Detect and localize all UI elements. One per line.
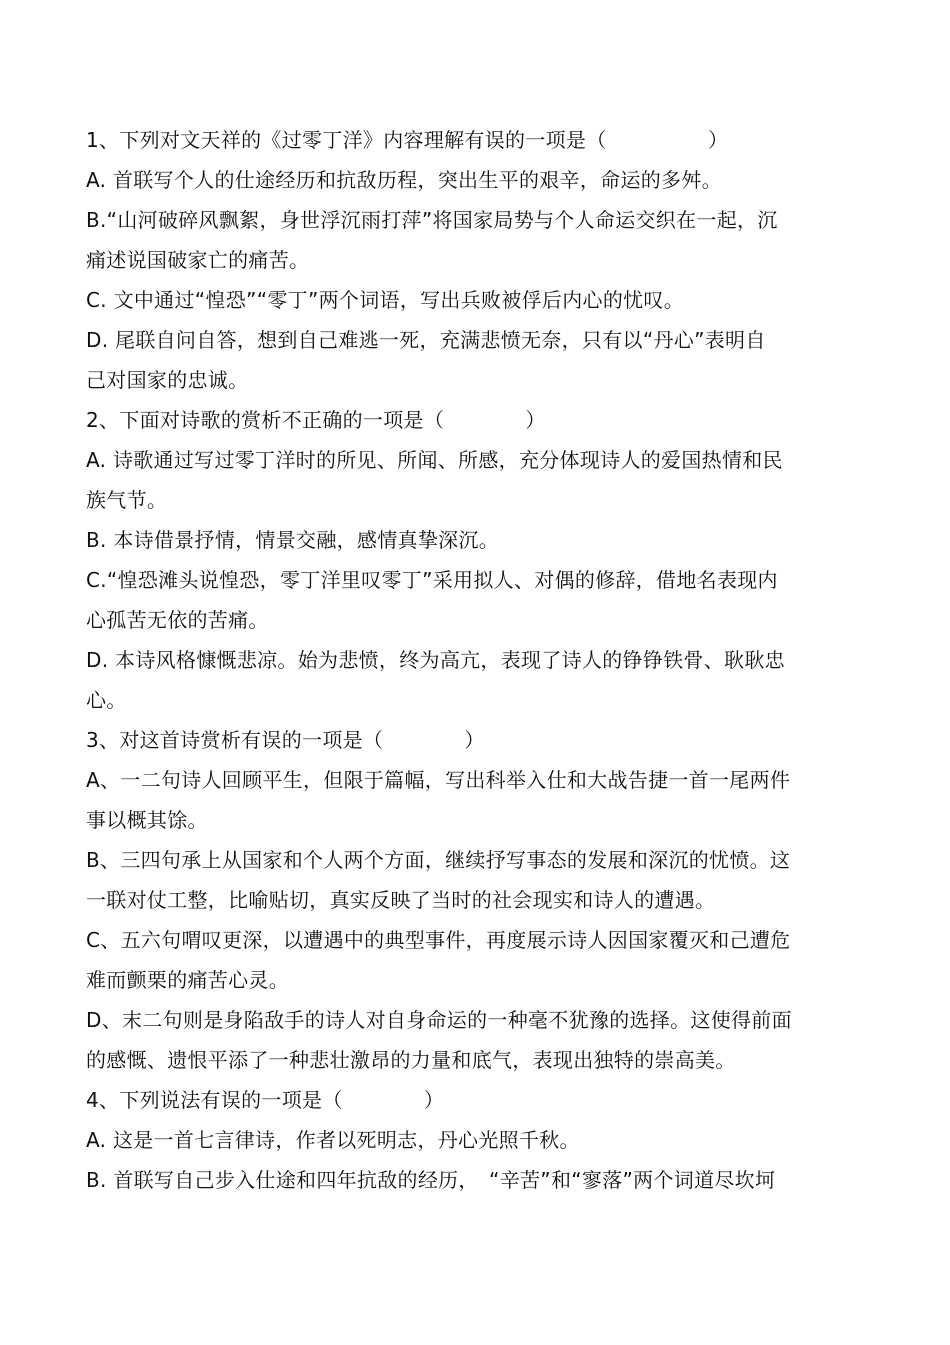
question-3-option-c: C、五六句喟叹更深，以遭遇中的典型事件，再度展示诗人因国家覆灭和己遭危 xyxy=(86,928,791,952)
question-1-option-d-cont: 己对国家的忠诚。 xyxy=(86,368,249,392)
question-2-option-c: C.“惶恐滩头说惶恐，零丁洋里叹零丁”采用拟人、对偶的修辞，借地名表现内 xyxy=(86,568,778,592)
question-1-stem: 1、下列对文天祥的《过零丁洋》内容理解有误的一项是（ ） xyxy=(86,128,729,152)
question-3-option-d-cont: 的感慨、遗恨平添了一种悲壮激昂的力量和底气，表现出独特的崇高美。 xyxy=(86,1048,736,1072)
question-3-option-b: B、三四句承上从国家和个人两个方面，继续抒写事态的发展和深沉的忧愤。这 xyxy=(86,848,791,872)
question-2-option-c-cont: 心孤苦无依的苦痛。 xyxy=(86,608,269,632)
question-3-option-d: D、末二句则是身陷敌手的诗人对自身命运的一种毫不犹豫的选择。这使得前面 xyxy=(86,1008,792,1032)
question-3-option-a-cont: 事以概其馀。 xyxy=(86,808,208,832)
question-4-stem: 4、下列说法有误的一项是（ ） xyxy=(86,1088,445,1112)
question-1-option-c: C. 文中通过“惶恐”“零丁”两个词语，写出兵败被俘后内心的忧叹。 xyxy=(86,288,685,312)
question-4-option-b: B. 首联写自己步入仕途和四年抗敌的经历， “辛苦”和“寥落”两个词道尽坎坷 xyxy=(86,1168,776,1192)
question-2-option-a-cont: 族气节。 xyxy=(86,488,168,512)
question-2-option-d-cont: 心。 xyxy=(86,688,127,712)
question-2-option-d: D. 本诗风格慷慨悲凉。始为悲愤，终为高亢，表现了诗人的铮铮铁骨、耿耿忠 xyxy=(86,648,785,672)
question-1-option-b: B.“山河破碎风飘絮，身世浮沉雨打萍”将国家局势与个人命运交织在一起，沉 xyxy=(86,208,778,232)
question-1-option-a: A. 首联写个人的仕途经历和抗敌历程，突出生平的艰辛，命运的多舛。 xyxy=(86,168,722,192)
question-1-option-d: D. 尾联自问自答，想到自己难逃一死，充满悲愤无奈，只有以“丹心”表明自 xyxy=(86,328,766,352)
question-3-option-b-cont: 一联对仗工整，比喻贴切，真实反映了当时的社会现实和诗人的遭遇。 xyxy=(86,888,716,912)
document-body xyxy=(86,120,856,1200)
question-1-option-b-cont: 痛述说国破家亡的痛苦。 xyxy=(86,248,310,272)
question-3-option-c-cont: 难而颤栗的痛苦心灵。 xyxy=(86,968,289,992)
question-2-option-b: B. 本诗借景抒情，情景交融，感情真挚深沉。 xyxy=(86,528,500,552)
question-4-option-a: A. 这是一首七言律诗，作者以死明志，丹心光照千秋。 xyxy=(86,1128,580,1152)
question-3-option-a: A、一二句诗人回顾平生，但限于篇幅，写出科举入仕和大战告捷一首一尾两件 xyxy=(86,768,791,792)
question-2-option-a: A. 诗歌通过写过零丁洋时的所见、所闻、所感，充分体现诗人的爱国热情和民 xyxy=(86,448,783,472)
question-3-stem: 3、对这首诗赏析有误的一项是（ ） xyxy=(86,728,485,752)
question-2-stem: 2、下面对诗歌的赏析不正确的一项是（ ） xyxy=(86,408,546,432)
